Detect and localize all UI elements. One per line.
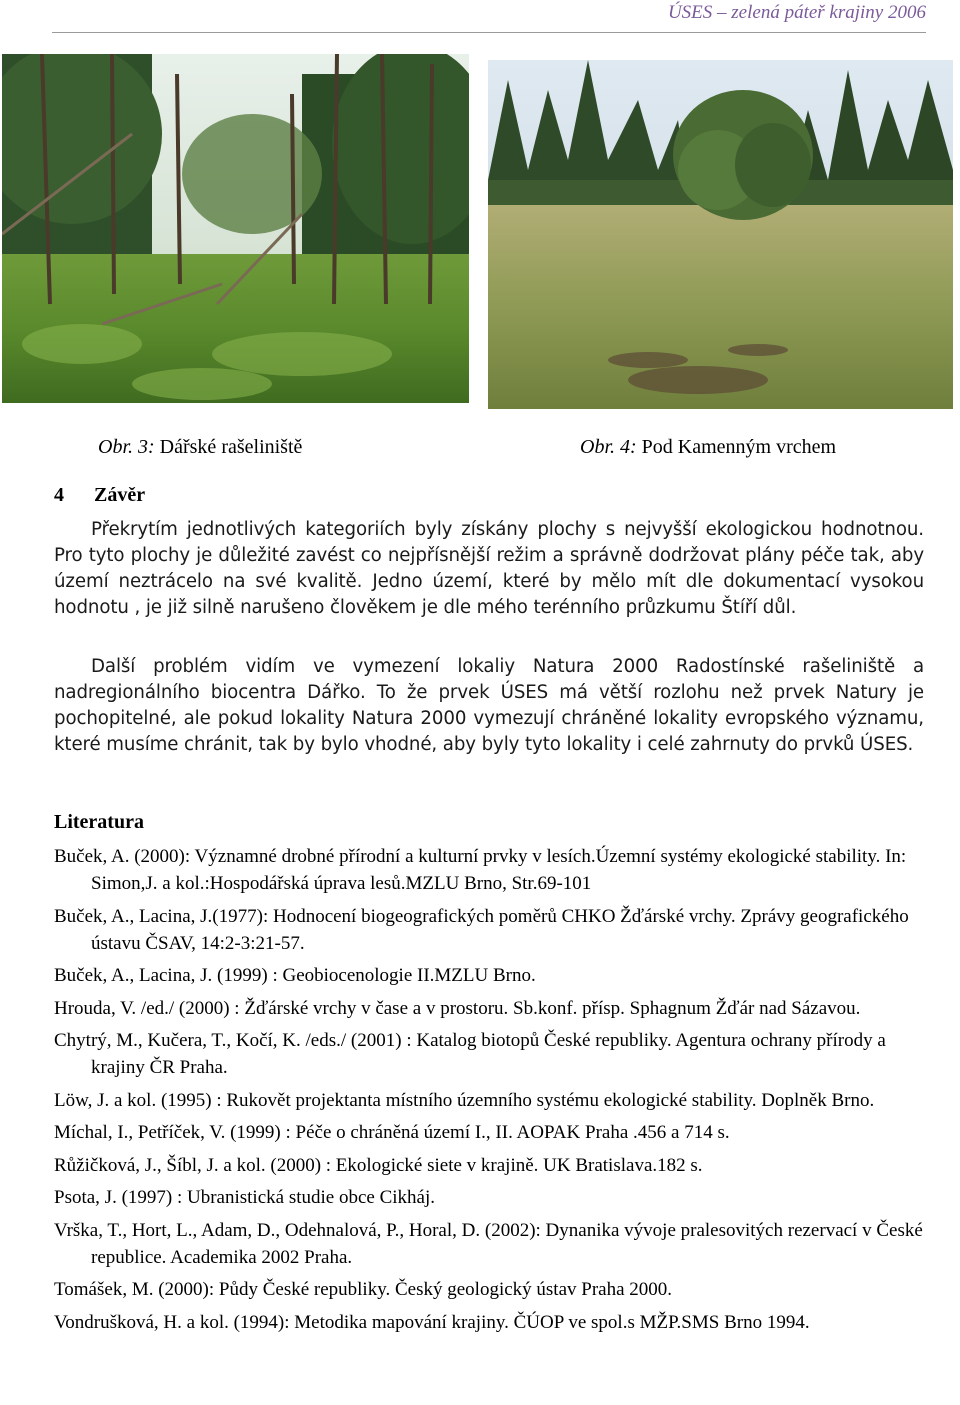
reference-item: Tomášek, M. (2000): Půdy České republiky. Český geologický ústav Praha 2000.	[54, 1279, 673, 1300]
section-heading	[54, 484, 145, 507]
reference-item: Růžičková, J., Šíbl, J. a kol. (2000) : Ekologické siete v krajině. UK Bratislava.182 s.	[54, 1154, 703, 1176]
header-rule	[52, 32, 926, 33]
reference-item: Hrouda, V. /ed./ (2000) : Žďárské vrchy v čase a v prostoru. Sb.konf. přísp. Sphagnum Žďár nad Sázavou.	[54, 997, 861, 1019]
reference-item: Buček, A. (2000): Významné drobné přírodní a kulturní prvky v lesích.Územní systémy ekologické stability. In: Simon,J. a kol.:Hospodářská úprava lesů.MZLU Brno, Str.69-101	[54, 846, 907, 894]
paragraph-1	[54, 517, 924, 621]
section-title: Závěr	[94, 484, 146, 506]
paragraph-1-text: Překrytím jednotlivých kategoriích byly získány plochy s nejvyšší ekologickou hodnotnou. Pro tyto plochy je důležité zavést co nejpřísnější režim a správně dodržovat plány péče tak, aby území neztrácelo na své kvalitě. Jedno území, které by mělo mít dle dokumentací vysokou hodnotu , je již silně narušeno člověkem je dle mého terénního průzkumu Štíří důl.	[54, 519, 924, 618]
figure-4-prefix: Obr. 4:	[580, 436, 637, 458]
literature-heading: Literatura	[54, 811, 144, 833]
reference-item: Míchal, I., Petříček, V. (1999) : Péče o chráněná území I., II. AOPAK Praha .456 a 714 s.	[54, 1122, 730, 1143]
reference-item: Löw, J. a kol. (1995) : Rukovět projektanta místního územního systému ekologické stability. Doplněk Brno.	[54, 1089, 875, 1111]
reference-item: Chytrý, M., Kučera, T., Kočí, K. /eds./ (2001) : Katalog biotopů České republiky. Agentura ochrany přírody a krajiny ČR Praha.	[54, 1030, 886, 1078]
section-number: 4	[54, 484, 64, 506]
figure-3-caption-text: Dářské rašeliniště	[159, 436, 303, 458]
figure-4-caption	[580, 436, 836, 459]
reference-item: Psota, J. (1997) : Ubranistická studie obce Cikháj.	[54, 1187, 435, 1208]
reference-item: Vrška, T., Hort, L., Adam, D., Odehnalová, P., Horal, D. (2002): Dynanika vývoje pralesovitých rezervací v České republice. Academika 2002 Praha.	[54, 1219, 923, 1268]
reference-item: Vondrušková, H. a kol. (1994): Metodika mapování krajiny. ČÚOP ve spol.s MŽP.SMS Brno 1994.	[54, 1311, 810, 1333]
figure-4-photo	[488, 60, 953, 409]
reference-list	[54, 843, 934, 1341]
running-header: ÚSES – zelená páteř krajiny 2006	[667, 2, 926, 23]
figure-3-caption	[98, 436, 302, 459]
reference-item: Buček, A., Lacina, J.(1977): Hodnocení biogeografických poměrů CHKO Žďárské vrchy. Zprávy geografického ústavu ČSAV, 14:2-3:21-57.	[54, 905, 909, 954]
paragraph-2-text: Další problém vidím ve vymezení lokaliy Natura 2000 Radostínské rašeliniště a nadregionálního biocentra Dářko. To že prvek ÚSES má větší rozlohu než prvek Natury je pochopitelné, ale pokud lokality Natura 2000 vymezují chráněné lokality evropského významu, které musíme chránit, tak by bylo vhodné, aby byly tyto lokality i celé zahrnuty do prvků ÚSES.	[54, 656, 924, 755]
reference-item: Buček, A., Lacina, J. (1999) : Geobiocenologie II.MZLU Brno.	[54, 965, 536, 986]
figure-3-prefix: Obr. 3:	[98, 436, 155, 458]
figure-3-photo	[2, 54, 469, 403]
figure-4-caption-text: Pod Kamenným vrchem	[641, 436, 837, 458]
paragraph-2	[54, 654, 924, 758]
